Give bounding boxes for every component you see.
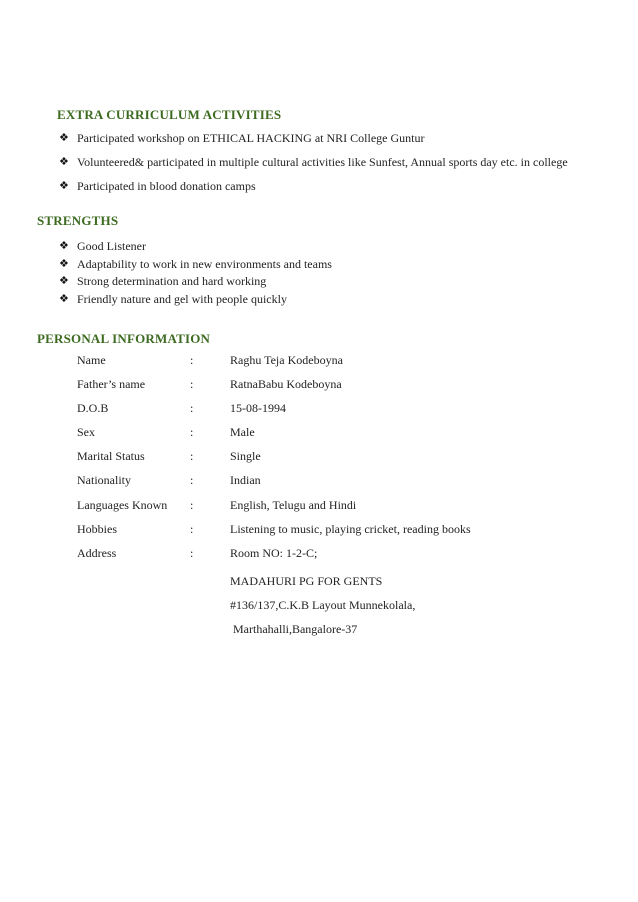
list-item-text: Volunteered& participated in multiple cultural activities like Sunfest, Annual sports day etc. in college <box>77 155 568 169</box>
info-label: D.O.B <box>77 401 109 416</box>
info-label: Name <box>77 353 106 367</box>
extra-curricular-heading: EXTRA CURRICULUM ACTIVITIES <box>57 107 282 122</box>
info-colon: : <box>190 377 194 392</box>
list-item <box>59 131 619 155</box>
list-item <box>59 257 559 275</box>
info-colon: : <box>190 521 194 536</box>
list-item-text: Participated workshop on ETHICAL HACKING at NRI College Guntur <box>77 131 425 145</box>
personal-info-heading: PERSONAL INFORMATION <box>37 331 211 346</box>
info-value: 15-08-1994 <box>230 401 286 416</box>
list-item-text: Adaptability to work in new environments and teams <box>77 256 332 271</box>
list-item <box>59 179 619 203</box>
info-label: Father’s name <box>77 377 146 392</box>
list-item <box>59 274 559 292</box>
info-colon: : <box>190 353 194 367</box>
info-colon: : <box>190 425 194 440</box>
info-label: Languages Known <box>77 497 168 512</box>
info-label: Marital Status <box>77 449 145 464</box>
info-label: Hobbies <box>77 521 117 536</box>
diamond-bullet-icon: ❖ <box>59 239 69 252</box>
diamond-bullet-icon: ❖ <box>59 179 69 192</box>
list-item <box>59 155 619 179</box>
diamond-bullet-icon: ❖ <box>59 131 69 144</box>
info-colon: : <box>190 545 194 560</box>
strengths-heading: STRENGTHS <box>37 213 119 228</box>
strengths-list <box>59 239 559 309</box>
diamond-bullet-icon: ❖ <box>59 274 69 287</box>
info-colon: : <box>190 401 194 416</box>
list-item-text: Good Listener <box>77 239 146 253</box>
info-value: Raghu Teja Kodeboyna <box>230 353 343 367</box>
diamond-bullet-icon: ❖ <box>59 291 69 305</box>
list-item-text: Strong determination and hard working <box>77 274 267 288</box>
list-item-text: Friendly nature and gel with people quickly <box>77 291 287 306</box>
info-value: RatnaBabu Kodeboyna <box>230 377 342 392</box>
info-value: Single <box>230 449 261 464</box>
diamond-bullet-icon: ❖ <box>59 155 69 168</box>
info-value: Room NO: 1-2-C; <box>230 545 318 560</box>
address-line: MADAHURI PG FOR GENTS <box>230 574 383 588</box>
list-item-text: Participated in blood donation camps <box>77 179 256 193</box>
list-item <box>59 292 559 310</box>
info-value: English, Telugu and Hindi <box>230 497 357 512</box>
info-value: Male <box>230 425 255 440</box>
info-colon: : <box>190 449 194 464</box>
info-label: Sex <box>77 425 95 440</box>
info-colon: : <box>190 473 194 488</box>
info-label: Nationality <box>77 473 131 488</box>
diamond-bullet-icon: ❖ <box>59 256 69 270</box>
info-label: Address <box>77 545 117 560</box>
address-line: #136/137,C.K.B Layout Munnekolala, <box>230 598 416 612</box>
info-value: Indian <box>230 473 261 488</box>
info-value: Listening to music, playing cricket, reading books <box>230 521 471 536</box>
address-line: Marthahalli,Bangalore-37 <box>230 622 358 636</box>
info-colon: : <box>190 497 194 512</box>
list-item <box>59 239 559 257</box>
extra-curricular-list <box>59 131 619 203</box>
